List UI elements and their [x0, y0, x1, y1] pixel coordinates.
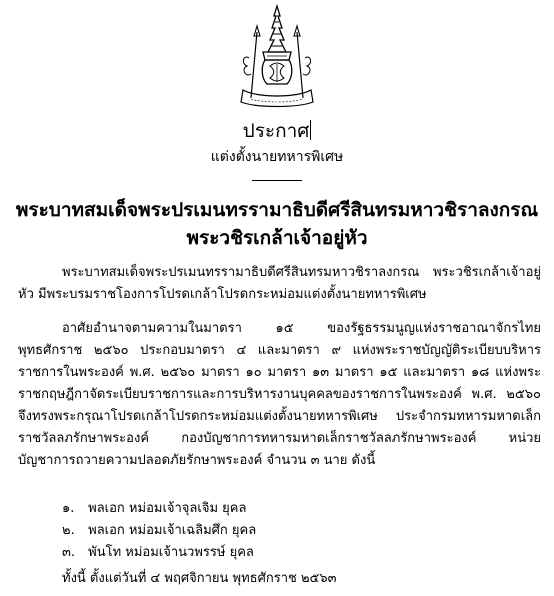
list-item-name: พันโท หม่อมเจ้านวพรรษ์ ยุคล — [88, 545, 254, 560]
announcement-title: ประกาศ — [242, 120, 310, 142]
paragraph-2: อาศัยอำนาจตามความในมาตรา ๑๕ ของรัฐธรรมนูญแห่งราชอาณาจักรไทย พุทธศักราช ๒๕๖๐ ประกอบมาตรา ๔ และมาตรา ๙ แห่งพระราชบัญญัติระเบียบบริหารราชการในพระองค์ พ.ศ. ๒๕๖๐ มาตรา ๑๐ มาตรา ๑๓ มาตรา ๑๕ และมาตรา ๑๘ แห่งพระราชกฤษฎีกาจัดระเบียบราชการและการบริหารงานบุคคลของราชการในพระองค์ พ.ศ. ๒๕๖๐ จึงทรงพระกรุณาโปรดเกล้าโปรดกระหม่อมแต่งตั้งนายทหารพิเศษ ประจำกรมทหารมหาดเล็กราชวัลลภรักษาพระองค์ กองบัญชาการทหารมหาดเล็กราชวัลลภรักษาพระองค์ หน่วยบัญชาการถวายความปลอดภัยรักษาพระองค์ จำนวน ๓ นาย ดังนี้ — [18, 321, 541, 468]
effective-date: ทั้งนี้ ตั้งแต่วันที่ ๔ พฤศจิกายน พุทธศักราช ๒๕๖๓ — [62, 571, 337, 586]
royal-crown-emblem-icon — [227, 2, 327, 112]
king-name-line-1: พระบาทสมเด็จพระปรเมนทรรามาธิบดีศรีสินทรมหาวชิราลงกรณ — [15, 199, 539, 221]
list-item-number: ๑. — [62, 501, 75, 516]
list-item-name: พลเอก หม่อมเจ้าเฉลิมศึก ยุคล — [88, 523, 257, 538]
appointee-list — [62, 498, 256, 564]
king-name-line-2: พระวชิรเกล้าเจ้าอยู่หัว — [186, 227, 368, 249]
paragraph-1: พระบาทสมเด็จพระปรเมนทรรามาธิบดีศรีสินทรมหาวชิราลงกรณ พระวชิรเกล้าเจ้าอยู่หัว มีพระบรมราชโองการโปรดเกล้าโปรดกระหม่อมแต่งตั้งนายทหารพิเศษ — [18, 265, 541, 302]
list-item — [62, 542, 256, 564]
list-item — [62, 498, 256, 520]
title-divider — [252, 180, 302, 181]
king-name-heading — [0, 196, 554, 252]
text-cursor — [310, 120, 311, 140]
list-item-name: พลเอก หม่อมเจ้าจุลเจิม ยุคล — [88, 501, 247, 516]
announcement-subtitle: แต่งตั้งนายทหารพิเศษ — [210, 149, 344, 165]
list-item-number: ๒. — [62, 523, 75, 538]
list-item-number: ๓. — [62, 545, 76, 560]
list-item — [62, 520, 256, 542]
